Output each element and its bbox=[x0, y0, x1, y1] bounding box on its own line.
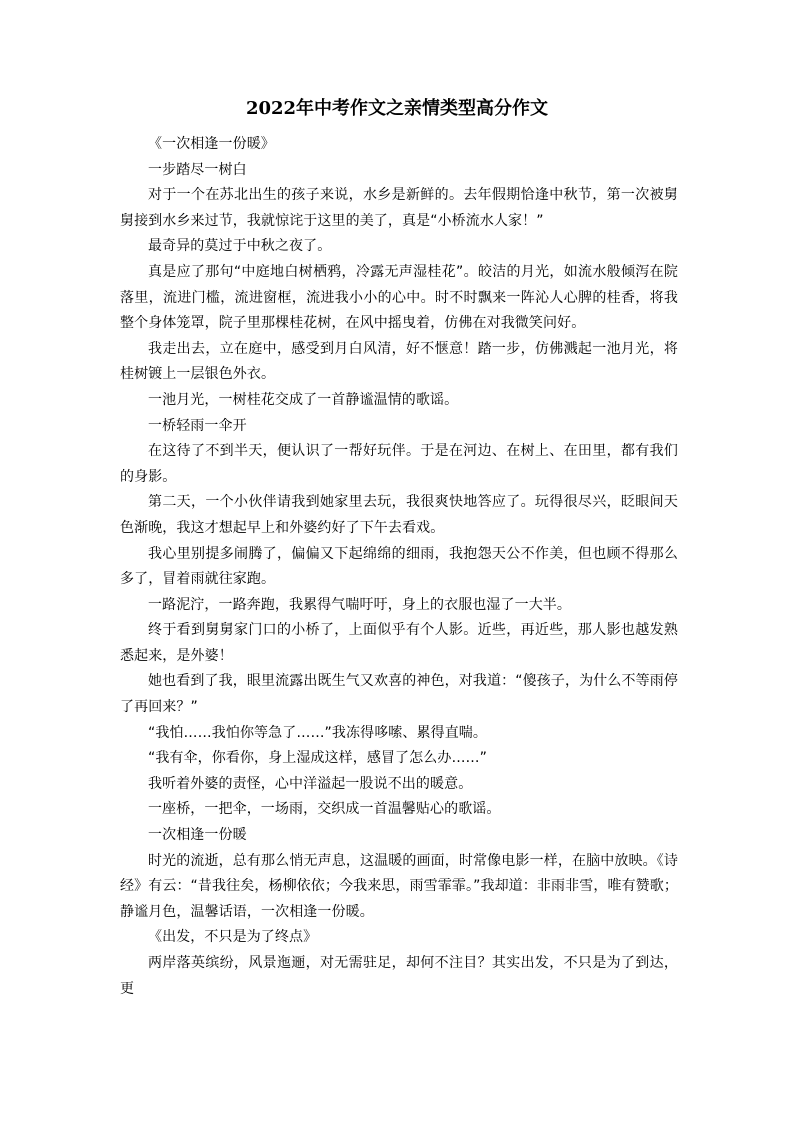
essay-title: 《一次相逢一份暖》 bbox=[148, 136, 275, 152]
paragraph: 她也看到了我，眼里流露出既生气又欢喜的神色，对我道：“傻孩子，为什么不等雨停了再回来？” bbox=[120, 673, 678, 716]
section-heading: 一步踏尽一树白 bbox=[148, 161, 247, 178]
paragraph: 在这待了不到半天，便认识了一帮好玩伴。于是在河边、在树上、在田里，都有我们的身影。 bbox=[120, 443, 678, 485]
section-heading: 一桥轻雨一伞开 bbox=[148, 417, 247, 434]
paragraph: “我怕……我怕你等急了……”我冻得哆嗦、累得直喘。 bbox=[148, 724, 488, 741]
essay-title: 《出发，不只是为了终点》 bbox=[148, 929, 318, 946]
paragraph: 第二天，一个小伙伴请我到她家里去玩，我很爽快地答应了。玩得很尽兴，眨眼间天色渐晚，我这才想起早上和外婆约好了下午去看戏。 bbox=[120, 494, 678, 536]
paragraph: 两岸落英缤纷，风景迤逦，对无需驻足，却何不注目？其实出发，不只是为了到达，更 bbox=[120, 955, 678, 997]
document-body bbox=[120, 132, 678, 1002]
paragraph: 我走出去，立在庭中，感受到月白风清，好不惬意！踏一步，仿佛溅起一池月光，将桂树镀上一层银色外衣。 bbox=[120, 340, 678, 383]
paragraph: 对于一个在苏北出生的孩子来说，水乡是新鲜的。去年假期恰逢中秋节，第一次被舅舅接到水乡来过节，我就惊诧于这里的美了，真是“小桥流水人家！” bbox=[120, 187, 678, 229]
document-title: 2022年中考作文之亲情类型高分作文 bbox=[245, 98, 549, 119]
paragraph: 我心里别提多闹腾了，偏偏又下起绵绵的细雨，我抱怨天公不作美，但也顾不得那么多了，冒着雨就往家跑。 bbox=[120, 545, 678, 588]
paragraph: 一座桥，一把伞，一场雨，交织成一首温馨贴心的歌谣。 bbox=[148, 801, 501, 818]
paragraph: 最奇异的莫过于中秋之夜了。 bbox=[148, 238, 332, 255]
paragraph: 时光的流逝，总有那么悄无声息，这温暖的画面，时常像电影一样，在脑中放映。《诗经》有云：“昔我往矣，杨柳依依；今我来思，雨雪霏霏。”我却道：非雨非雪，唯有赞歌；静谧月色，温馨话语，一次相逢一份暖。 bbox=[120, 852, 678, 920]
section-heading: 一次相逢一份暖 bbox=[148, 827, 247, 844]
paragraph: 我听着外婆的责怪，心中洋溢起一股说不出的暖意。 bbox=[148, 775, 473, 792]
paragraph: 终于看到舅舅家门口的小桥了，上面似乎有个人影。近些，再近些，那人影也越发熟悉起来，是外婆！ bbox=[120, 622, 678, 664]
paragraph: “我有伞，你看你，身上湿成这样，感冒了怎么办……” bbox=[148, 750, 488, 767]
paragraph: 一池月光，一树桂花交成了一首静谧温情的歌谣。 bbox=[148, 391, 459, 408]
paragraph: 一路泥泞，一路奔跑，我累得气喘吁吁，身上的衣服也湿了一大半。 bbox=[148, 596, 571, 613]
paragraph: 真是应了那句“中庭地白树栖鸦，冷露无声湿桂花”。皎洁的月光，如流水般倾泻在院落里，流进门槛，流进窗框，流进我小小的心中。时不时飘来一阵沁人心脾的桂香，将我整个身体笼罩，院子里那棵桂花树，在风中摇曳着，仿佛在对我微笑问好。 bbox=[120, 263, 678, 332]
